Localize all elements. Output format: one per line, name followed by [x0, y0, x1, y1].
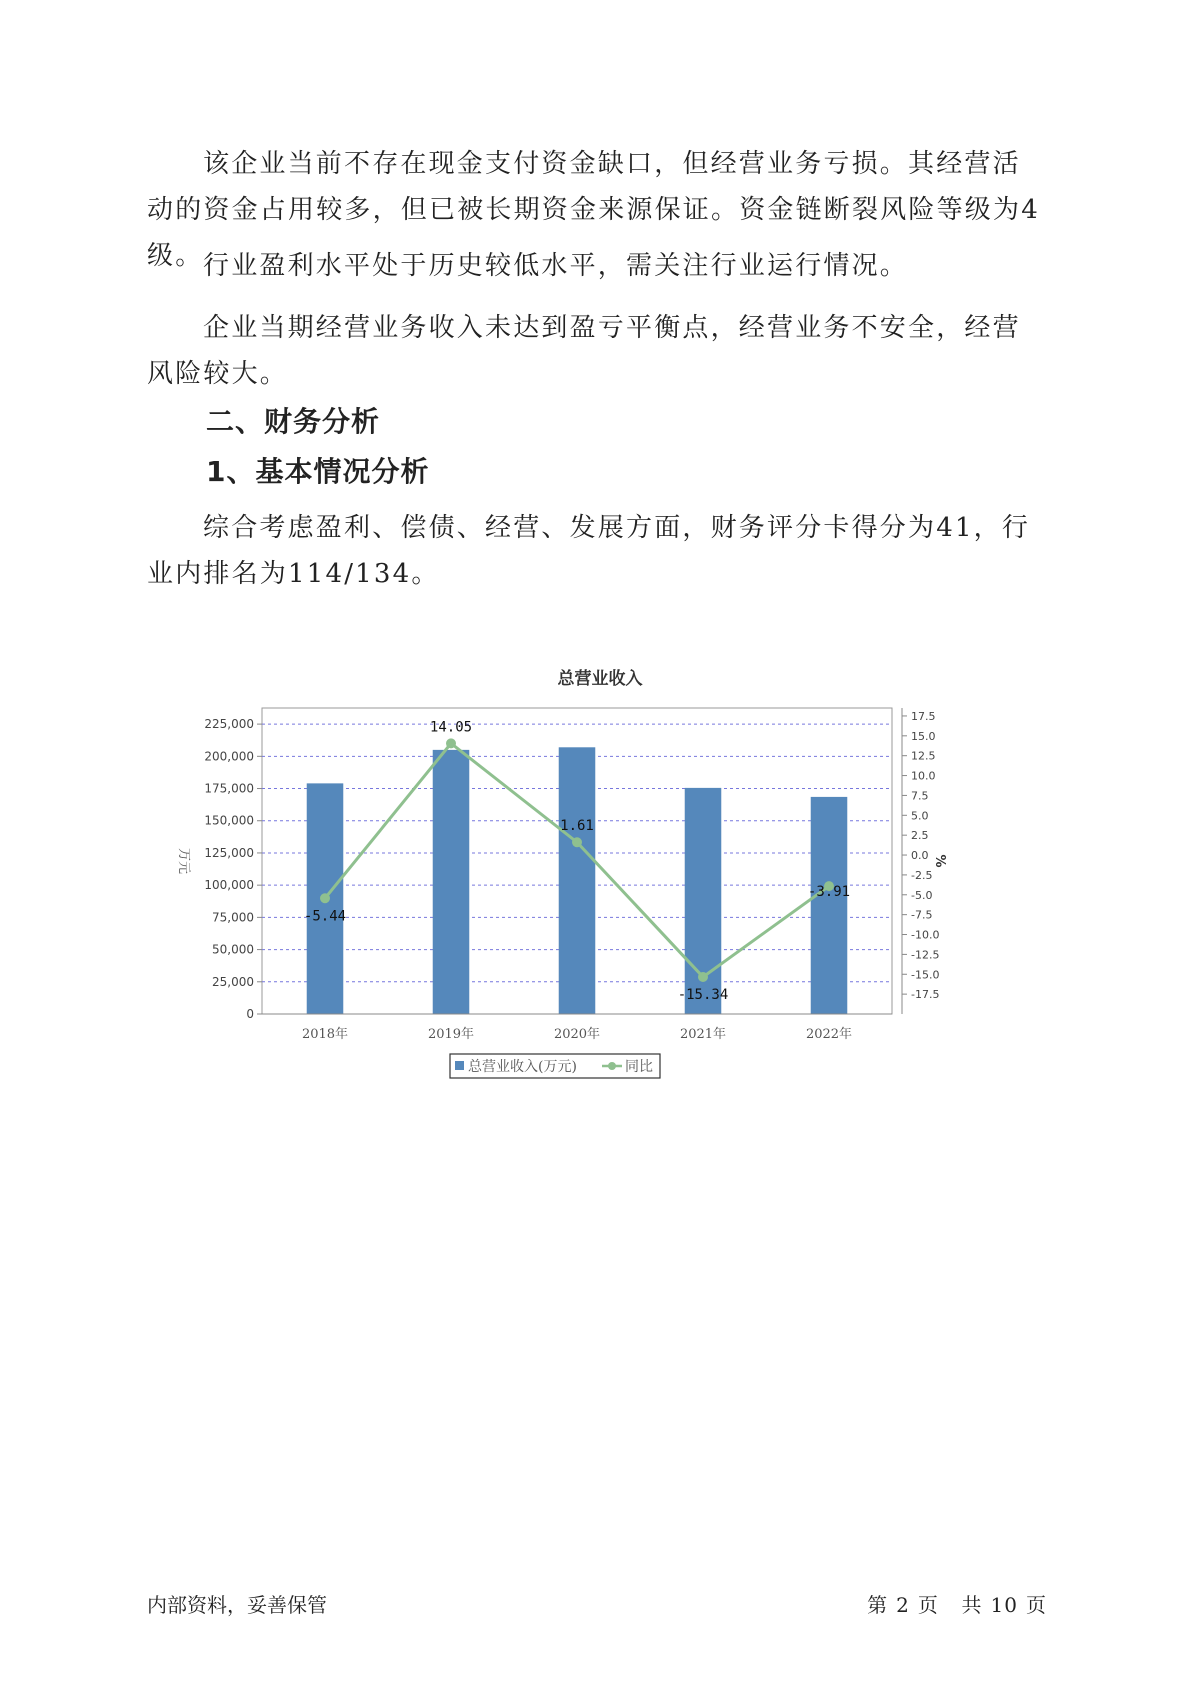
yoy-data-label: -3.91: [807, 884, 851, 901]
legend-line-dot: [608, 1062, 616, 1070]
chart-title: 总营业收入: [557, 669, 643, 689]
x-tick-label: 2018年: [301, 1027, 349, 1042]
left-tick-label: 0: [246, 1007, 254, 1021]
yoy-data-label: 1.61: [560, 818, 594, 835]
right-tick-label: -12.5: [911, 948, 940, 962]
right-tick-label: 12.5: [911, 749, 936, 763]
chart-legend: [450, 1054, 660, 1078]
footer-confidential-note: 内部资料，妥善保管: [147, 1593, 327, 1617]
left-tick-label: 225,000: [204, 717, 254, 732]
revenue-chart-svg: [170, 656, 1030, 1116]
right-tick-label: -10.0: [911, 928, 940, 942]
right-tick-label: -5.0: [911, 888, 933, 902]
industry-paragraph: 行业盈利水平处于历史较低水平，需关注行业运行情况。: [203, 251, 909, 281]
left-tick-label: 25,000: [212, 974, 254, 989]
x-tick-label: 2021年: [679, 1027, 727, 1042]
yoy-point: [320, 893, 330, 903]
section-heading: 二、财务分析: [206, 405, 381, 438]
page-unit: 页: [917, 1593, 939, 1617]
right-tick-label: -17.5: [911, 988, 940, 1002]
left-axis-ticks: [204, 717, 262, 1021]
page-number: 2: [896, 1593, 910, 1617]
yoy-point: [698, 972, 708, 982]
right-tick-label: -7.5: [911, 908, 933, 922]
right-tick-label: 15.0: [911, 729, 936, 743]
yoy-point: [446, 738, 456, 748]
y2-axis-label: %: [932, 854, 947, 868]
yoy-data-label: -15.34: [677, 986, 729, 1003]
right-tick-label: 2.5: [911, 829, 929, 843]
yoy-data-label: 14.05: [429, 719, 473, 736]
left-tick-label: 50,000: [212, 942, 254, 957]
right-tick-label: 17.5: [911, 709, 936, 723]
right-tick-label: 10.0: [911, 769, 936, 783]
revenue-bar: [559, 747, 596, 1014]
x-tick-label: 2022年: [805, 1027, 853, 1042]
total-pages: 10: [990, 1593, 1018, 1617]
left-tick-label: 125,000: [204, 845, 254, 860]
total-unit: 页: [1026, 1593, 1047, 1617]
sub-heading: 1、基本情况分析: [206, 455, 430, 488]
right-tick-label: 7.5: [911, 789, 929, 803]
left-tick-label: 150,000: [204, 813, 254, 828]
left-tick-label: 175,000: [204, 781, 254, 796]
page-prefix: 第: [867, 1593, 889, 1617]
right-tick-label: 5.0: [911, 809, 929, 823]
right-tick-label: -15.0: [911, 968, 940, 982]
left-tick-label: 100,000: [204, 878, 254, 893]
revenue-chart: [170, 656, 1030, 1116]
left-tick-label: 75,000: [212, 910, 254, 925]
right-tick-label: 0.0: [911, 849, 929, 863]
x-tick-label: 2019年: [427, 1027, 475, 1042]
summary-paragraph: 综合考虑盈利、偿债、经营、发展方面，财务评分卡得分为41，行业内排名为114/134。: [147, 513, 1031, 589]
yoy-data-label: -5.44: [303, 908, 347, 925]
footer-page-info: [863, 1589, 1051, 1618]
right-tick-label: -2.5: [911, 868, 933, 882]
yoy-point: [572, 837, 582, 847]
legend-line-label: 同比: [625, 1059, 653, 1075]
y-axis-label: 万元: [176, 847, 191, 875]
risk-paragraph: 该企业当前不存在现金支付资金缺口，但经营业务亏损。其经营活动的资金占用较多，但已被长期资金来源保证。资金链断裂风险等级为4级。: [147, 149, 1040, 271]
legend-bar-swatch: [455, 1061, 464, 1070]
total-prefix: 共: [961, 1593, 983, 1617]
breakeven-paragraph: 企业当期经营业务收入未达到盈亏平衡点，经营业务不安全，经营风险较大。: [147, 313, 1021, 389]
revenue-bar: [811, 797, 848, 1014]
left-tick-label: 200,000: [204, 749, 254, 764]
legend-bar-label: 总营业收入(万元): [468, 1059, 577, 1075]
x-axis-ticks: [302, 1026, 852, 1042]
x-tick-label: 2020年: [553, 1027, 601, 1042]
revenue-bar: [433, 750, 470, 1014]
